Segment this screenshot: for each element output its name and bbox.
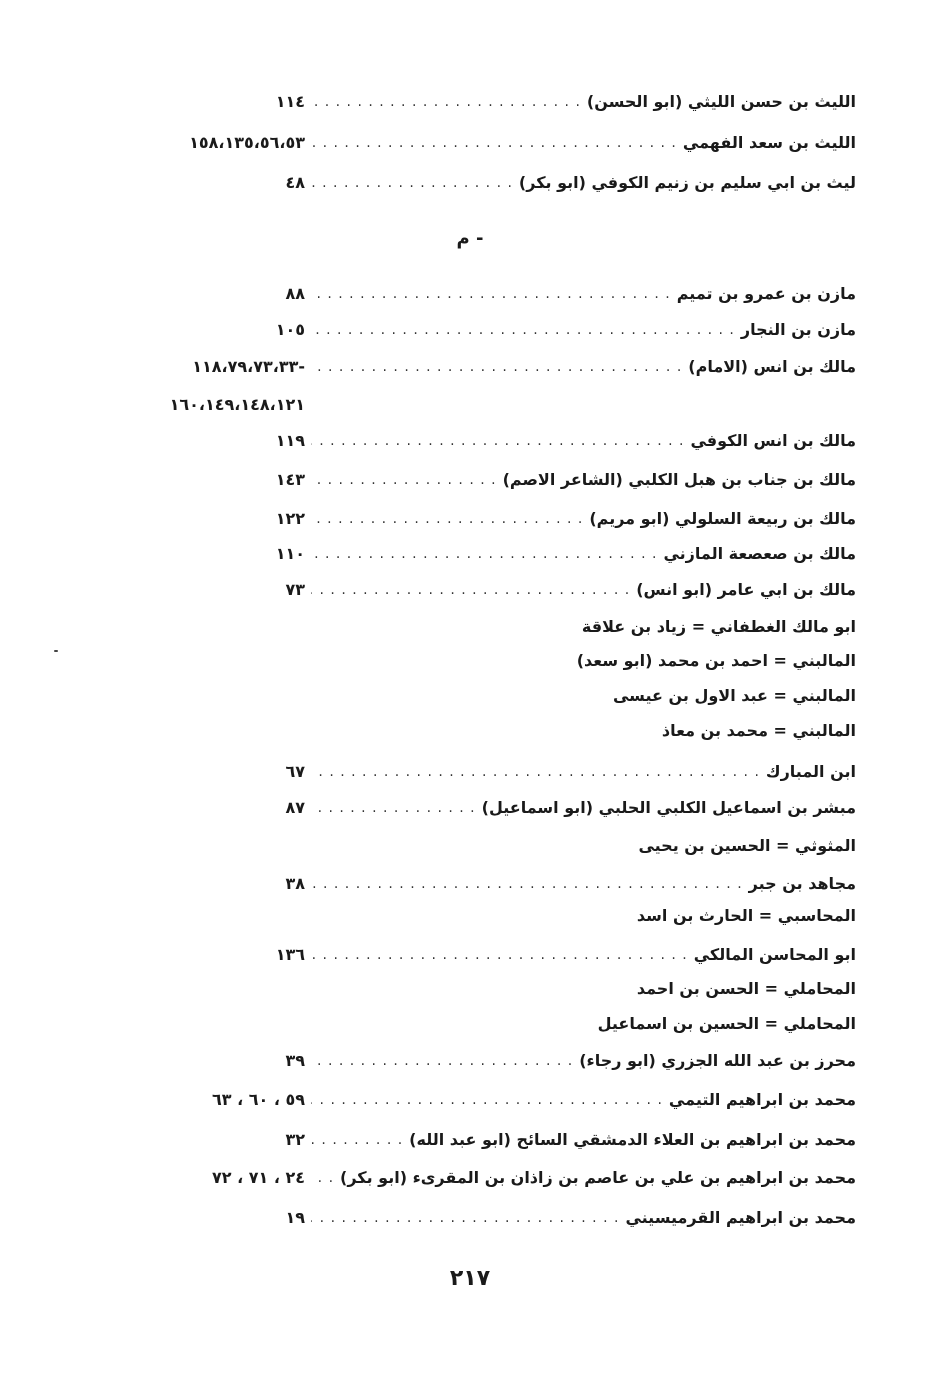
index-entry (120, 1204, 856, 1232)
leader-dots (311, 353, 682, 381)
index-entry (120, 576, 856, 604)
entry-name: محمد بن ابراهيم القرميسيني (625, 1208, 856, 1227)
entry-name: الليث بن سعد الفهمي (682, 133, 856, 152)
entry-pages: ٢٤ ، ٧١ ، ٧٢ (211, 1168, 305, 1187)
entry-pages: ٣٢ (285, 1130, 305, 1149)
entry-pages: ٤٨ (285, 173, 305, 192)
entry-name: مازن بن عمرو بن تميم (676, 284, 856, 303)
entry-name: مبشر بن اسماعيل الكلبي الحلبي (ابو اسماعيل) (481, 798, 856, 817)
cross-reference: المثوثي = الحسين بن يحيى (638, 836, 856, 855)
entry-pages: ٣٩ (285, 1051, 305, 1070)
entry-name: مالك بن انس الكوفي (690, 431, 856, 450)
entry-name: مالك بن انس (الامام) (688, 357, 856, 376)
cross-reference: المالبني = احمد بن محمد (ابو سعد) (576, 651, 856, 670)
entry-name: ليث بن ابي سليم بن زنيم الكوفي (ابو بكر) (518, 173, 856, 192)
cross-reference: المحاملي = الحسين بن اسماعيل (597, 1014, 856, 1033)
entry-pages: ١٢٢ (275, 509, 305, 528)
scan-speck (54, 650, 58, 652)
entry-name: مالك بن جناب بن هبل الكلبي (الشاعر الاصم) (502, 470, 856, 489)
entry-pages-continuation: ١٦٠،١٤٩،١٤٨،١٢١ (169, 395, 305, 414)
entry-pages: ١٩ (285, 1208, 305, 1227)
entry-pages: ١٠٥ (275, 320, 305, 339)
entry-name: الليث بن حسن الليثي (ابو الحسن) (586, 92, 856, 111)
entry-pages: ٨٨ (285, 284, 305, 303)
entry-name: مالك بن صعصعة المازني (663, 544, 856, 563)
index-entry (120, 353, 856, 381)
index-entry (120, 280, 856, 308)
index-entry (120, 540, 856, 568)
index-entry (120, 88, 856, 116)
entry-name: ابن المبارك (765, 762, 856, 781)
index-entry (120, 1126, 856, 1154)
entry-pages: ٦٧ (285, 762, 305, 781)
page-number: ٢١٧ (449, 1266, 491, 1291)
entry-pages: ٣٨ (285, 874, 305, 893)
entry-name: مالك بن ربيعة السلولي (ابو مريم) (589, 509, 856, 528)
leader-dots (311, 870, 743, 898)
entry-pages: ٨٧ (285, 798, 305, 817)
entry-pages: ١٥٨،١٣٥،٥٦،٥٣ (189, 133, 305, 152)
index-entry (120, 758, 856, 786)
index-entry (120, 427, 856, 455)
cross-reference: المالبني = محمد بن معاذ (661, 721, 856, 740)
cross-reference: المحاملي = الحسن بن احمد (636, 979, 856, 998)
leader-dots (311, 88, 581, 116)
index-entry (120, 129, 856, 157)
index-entry (120, 794, 856, 822)
entry-pages: ١١٠ (275, 544, 305, 563)
entry-name: محمد بن ابراهيم بن العلاء الدمشقي السائح (ابو عبد الله) (409, 1130, 856, 1149)
index-entry (120, 1086, 856, 1114)
entry-name: ابو المحاسن المالكي (693, 945, 856, 964)
entry-pages: -١١٨،٧٩،٧٣،٣٣ (192, 357, 305, 376)
leader-dots (311, 1164, 334, 1192)
leader-dots (311, 576, 630, 604)
entry-pages: ٧٣ (285, 580, 305, 599)
leader-dots (311, 941, 688, 969)
entry-pages: ١١٩ (275, 431, 305, 450)
cross-reference: ابو مالك الغطفاني = زياد بن علاقة (581, 617, 856, 636)
entry-name: مالك بن ابي عامر (ابو انس) (636, 580, 856, 599)
index-entry (120, 1047, 856, 1075)
entry-name: محرز بن عبد الله الجزري (ابو رجاء) (579, 1051, 856, 1070)
leader-dots (311, 1126, 403, 1154)
entry-name: محمد بن ابراهيم التيمي (668, 1090, 856, 1109)
index-entry (120, 505, 856, 533)
cross-reference: المحاسبي = الحارث بن اسد (636, 906, 856, 925)
leader-dots (311, 1204, 619, 1232)
entry-pages: ١١٤ (275, 92, 305, 111)
leader-dots (311, 540, 657, 568)
leader-dots (311, 505, 583, 533)
entry-name: مجاهد بن جبر (748, 874, 856, 893)
leader-dots (311, 1086, 663, 1114)
leader-dots (311, 758, 760, 786)
entry-name: مازن بن النجار (740, 320, 856, 339)
index-entry (120, 466, 856, 494)
entry-name: محمد بن ابراهيم بن علي بن عاصم بن زاذان بن المقرىء (ابو بكر) (340, 1168, 856, 1187)
leader-dots (311, 316, 735, 344)
leader-dots (311, 427, 684, 455)
leader-dots (311, 794, 476, 822)
index-entry (120, 169, 856, 197)
index-entry (120, 1164, 856, 1192)
leader-dots (311, 1047, 573, 1075)
index-entry (120, 941, 856, 969)
index-entry (120, 870, 856, 898)
leader-dots (311, 280, 671, 308)
section-heading: - م (456, 228, 484, 249)
index-entry (120, 316, 856, 344)
entry-pages: ٥٩ ، ٦٠ ، ٦٣ (211, 1090, 305, 1109)
cross-reference: المالبني = عبد الاول بن عيسى (612, 686, 856, 705)
leader-dots (311, 169, 513, 197)
entry-pages: ١٣٦ (275, 945, 305, 964)
leader-dots (311, 466, 497, 494)
leader-dots (311, 129, 677, 157)
entry-pages: ١٤٣ (275, 470, 305, 489)
